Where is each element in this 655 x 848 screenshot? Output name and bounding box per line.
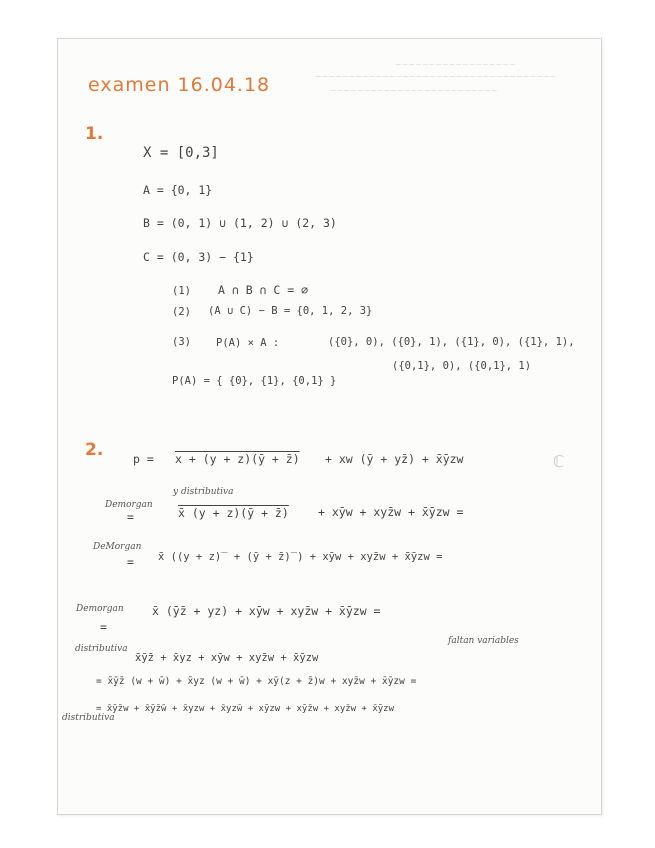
- note-demorgan-2: DeMorgan: [93, 542, 142, 552]
- power-set-definition: P(A) = { {0}, {1}, {0,1} }: [172, 375, 337, 387]
- step-6: = x̄ȳz̄w + x̄ȳz̄w̄ + x̄yzw + x̄yzw̄ + xȳzw + xȳz̄w + xyz̄w + x̄ȳzw: [96, 704, 395, 714]
- note-demorgan-3: Demorgan: [76, 604, 124, 614]
- bleed-through-mark: ~~~~~~~~~~~~~~~~~~~~~~~~~: [330, 86, 498, 95]
- c-definition: C = (0, 3) − {1}: [143, 250, 254, 264]
- part-2-label: (2): [172, 306, 191, 318]
- equals-sign: =: [127, 510, 134, 524]
- step-2: x̄ ((y + z)‾ + (ȳ + z̄)‾) + xȳw + xyz̄w + x̄ȳzw =: [158, 551, 443, 563]
- equals-sign: =: [100, 620, 107, 634]
- note-y-distributiva: y distributiva: [173, 487, 234, 497]
- p-rest: + xw (ȳ + yz̄) + x̄ȳzw: [325, 452, 464, 466]
- note-distributiva-1: distributiva: [75, 644, 128, 654]
- a-definition: A = {0, 1}: [143, 183, 213, 197]
- step-4: x̄ȳz̄ + x̄yz + xȳw + xyz̄w + x̄ȳzw: [135, 652, 319, 664]
- step-3: x̄ (ȳz̄ + yz) + xȳw + xyz̄w + x̄ȳzw =: [152, 604, 381, 618]
- part-3-label: (3): [172, 336, 191, 348]
- paper-sheet: [57, 38, 602, 815]
- note-faltan-variables: faltan variables: [448, 636, 519, 646]
- p-overlined-term: x + (y + z)(ȳ + z̄): [175, 452, 300, 466]
- question-1-number: 1.: [85, 124, 104, 144]
- question-2-number: 2.: [85, 440, 104, 460]
- x-definition: X = [0,3]: [143, 145, 219, 161]
- equals-sign: =: [127, 555, 134, 569]
- p-lhs: p =: [133, 452, 154, 466]
- part-3-rhs-line-2: ({0,1}, 0), ({0,1}, 1): [392, 360, 532, 372]
- bleed-through-mark: ~~~~~~~~~~~~~~~~~~~~~~~~~~~~~~~~~~~~: [315, 72, 557, 81]
- pencil-mark: ℂ: [553, 452, 565, 471]
- part-2-expression: (A ∪ C) − B = {0, 1, 2, 3}: [208, 305, 373, 317]
- part-1-label: (1): [172, 285, 191, 297]
- step-1-overlined: x̄ (y + z)(ȳ + z̄): [178, 506, 289, 520]
- note-distributiva-2: distributiva: [62, 713, 115, 723]
- note-demorgan-1: Demorgan: [105, 500, 153, 510]
- b-definition: B = (0, 1) ∪ (1, 2) ∪ (2, 3): [143, 216, 337, 230]
- part-3-lhs: P(A) × A :: [216, 337, 280, 349]
- page-title: examen 16.04.18: [88, 74, 271, 96]
- part-1-expression: A ∩ B ∩ C = ∅: [218, 283, 309, 297]
- step-1-rest: + xȳw + xyz̄w + x̄ȳzw =: [318, 505, 464, 519]
- part-3-rhs-line-1: ({0}, 0), ({0}, 1), ({1}, 0), ({1}, 1),: [328, 336, 575, 348]
- step-5: = x̄ȳz̄ (w + w̄) + x̄yz (w + w̄) + xȳ(z + z̄)w + xyz̄w + x̄ȳzw =: [96, 676, 417, 687]
- bleed-through-mark: ~~~~~~~~~~~~~~~~~~: [395, 60, 516, 69]
